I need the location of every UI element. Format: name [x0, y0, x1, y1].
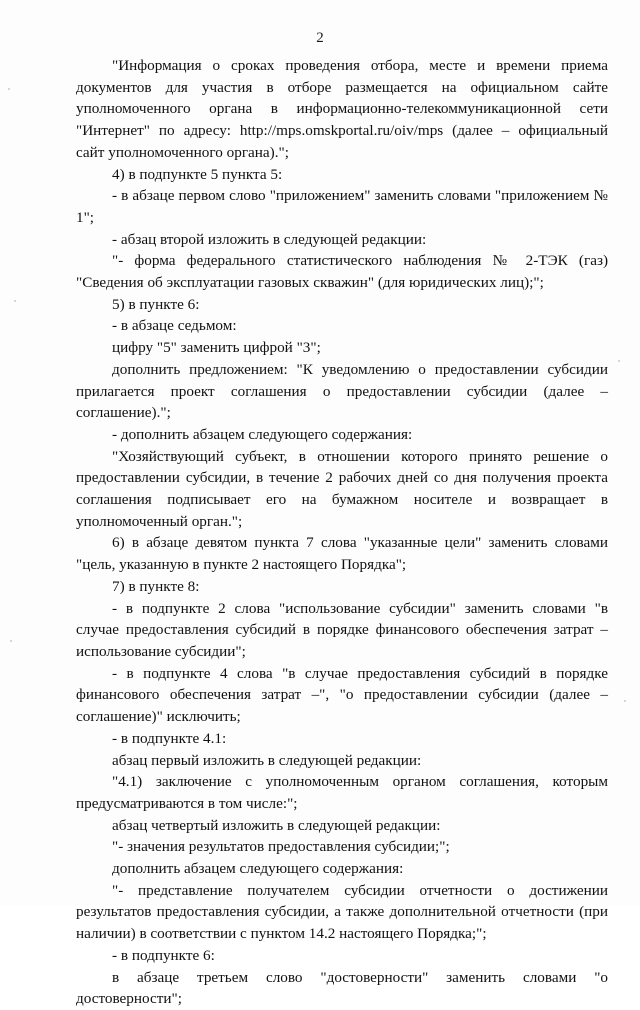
paragraph: - абзац второй изложить в следующей редакции:	[112, 230, 427, 248]
paragraph: "4.1) заключение с уполномоченным органом соглашения, которым предусматриваются в том числе:";	[76, 773, 608, 812]
paragraph: "Хозяйствующий субъект, в отношении которого принято решение о предоставлении субсидии, в течение 2 рабочих дней со дня получения проекта соглашения подписывает его на бумажном носителе и возвращает в уполномоченный орган.";	[76, 447, 608, 530]
paragraph: "- значения результатов предоставления субсидии;";	[112, 838, 450, 856]
paragraph: - в абзаце седьмом:	[112, 317, 237, 335]
paragraph: - в подпункте 4.1:	[112, 729, 227, 747]
paragraph: "- форма федерального статистического наблюдения № 2-ТЭК (газ) "Сведения об эксплуатации газовых скважин" (для юридических лиц);";	[76, 252, 608, 292]
page-number: 2	[316, 30, 324, 46]
scan-noise	[8, 88, 10, 90]
paragraph: абзац четвертый изложить в следующей редакции:	[112, 816, 441, 834]
paragraph: цифру "5" заменить цифрой "3";	[112, 339, 321, 357]
paragraph: "- представление получателем субсидии отчетности о достижении результатов предоставления субсидии, а также дополнительной отчетности (при наличии) в соответствии с пунктом 14.2 настоящего Порядка;";	[76, 881, 608, 943]
paragraph: - в подпункте 6:	[112, 946, 215, 964]
paragraph: 6) в абзаце девятом пункта 7 слова "указанные цели" заменить словами "цель, указанную в пункте 2 настоящего Порядка";	[76, 534, 608, 574]
paragraph: в абзаце третьем слово "достоверности" заменить словами "о достоверности";	[76, 968, 608, 1008]
scan-noise	[10, 640, 12, 642]
paragraph: абзац первый изложить в следующей редакции:	[112, 751, 422, 769]
paragraph: дополнить абзацем следующего содержания:	[112, 860, 404, 878]
scan-noise	[14, 300, 16, 302]
paragraph: дополнить предложением: "К уведомлению о предоставлении субсидии прилагается проект соглашения о предоставлении субсидии (далее – соглашение).";	[76, 360, 608, 422]
paragraph: "Информация о сроках проведения отбора, месте и времени приема документов для участия в отборе размещается на официальном сайте уполномоченного органа в информационно-телекоммуникационной сети "Интернет" по адресу: http://mps.omskportal.ru/oiv/mps (далее – официальный сайт уполномоченного органа).";	[76, 57, 608, 161]
paragraph: 5) в пункте 6:	[112, 295, 200, 313]
paragraph: 7) в пункте 8:	[112, 577, 200, 595]
paragraph: - в подпункте 2 слова "использование субсидии" заменить словами "в случае предоставления субсидий в порядке финансового обеспечения затрат – использование субсидии";	[76, 599, 608, 660]
paragraph: - в абзаце первом слово "приложением" заменить словами "приложением № 1";	[76, 187, 608, 226]
paragraph: - в подпункте 4 слова "в случае предоставления субсидий в порядке финансового обеспечения затрат –", "о предоставлении субсидии (далее – соглашение)" исключить;	[76, 664, 608, 726]
scan-noise	[618, 360, 620, 362]
scan-noise	[624, 700, 626, 702]
paragraph: - дополнить абзацем следующего содержания:	[112, 425, 413, 443]
paragraph: 4) в подпункте 5 пункта 5:	[112, 165, 283, 183]
document-body	[76, 55, 608, 1010]
